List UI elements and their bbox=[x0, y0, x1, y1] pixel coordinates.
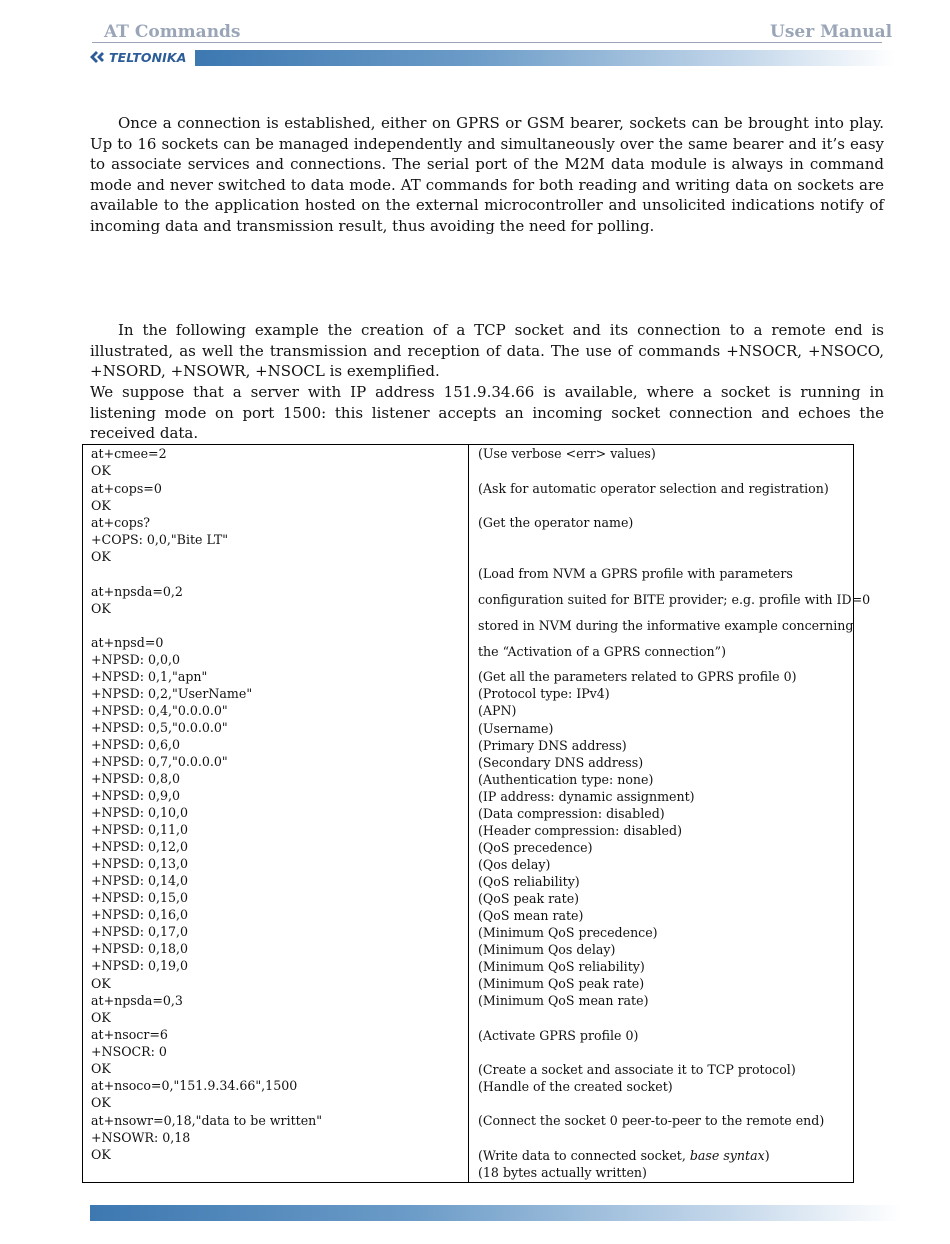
teltonika-logo bbox=[88, 48, 187, 66]
command-line: at+nsocr=6 bbox=[91, 1027, 168, 1042]
comment-line: (APN) bbox=[478, 703, 517, 718]
example-paragraph: In the following example the creation of a TCP socket and its connection to a remote end is illustrated, as well the transmission and reception of data. The use of commands +NSOCR, +NSOCO, +NSORD, +NSOWR, +NSOCL is exemplified. bbox=[90, 321, 884, 381]
command-line: OK bbox=[91, 1061, 111, 1076]
command-line: at+npsda=0,2 bbox=[91, 584, 183, 599]
command-line: +NPSD: 0,19,0 bbox=[91, 958, 189, 973]
comment-line: (QoS mean rate) bbox=[478, 908, 584, 923]
intro-paragraph: Once a connection is established, either on GPRS or GSM bearer, sockets can be brought into play. Up to 16 sockets can be managed independently and simultaneously over the same bearer and it’s easy to associate services and connections. The serial port of the M2M data module is always in command mode and never switched to data mode. AT commands for both reading and writing data on sockets are available to the application hosted on the external microcontroller and unsolicited indications notify of incoming data and transmission result, thus avoiding the need for polling. bbox=[90, 114, 884, 235]
command-line: at+nsoco=0,"151.9.34.66",1500 bbox=[91, 1078, 298, 1093]
command-line: at+nsowr=0,18,"data to be written" bbox=[91, 1113, 323, 1128]
comment-line: (Secondary DNS address) bbox=[478, 755, 644, 770]
comment-line: (Load from NVM a GPRS profile with parameters bbox=[478, 566, 793, 581]
header-rule bbox=[92, 42, 882, 43]
comment-line: (Username) bbox=[478, 721, 554, 736]
command-line: OK bbox=[91, 976, 111, 991]
command-line: +NPSD: 0,11,0 bbox=[91, 822, 189, 837]
command-line: at+npsda=0,3 bbox=[91, 993, 183, 1008]
command-line: +NPSD: 0,14,0 bbox=[91, 873, 189, 888]
command-line: +NPSD: 0,16,0 bbox=[91, 907, 189, 922]
command-line: OK bbox=[91, 601, 111, 616]
comment-line: configuration suited for BITE provider; e.g. profile with ID=0 bbox=[478, 592, 871, 607]
command-line: +NPSD: 0,8,0 bbox=[91, 771, 181, 786]
command-line: +NPSD: 0,13,0 bbox=[91, 856, 189, 871]
footer-gradient-bar bbox=[90, 1205, 902, 1221]
comment-line: (Create a socket and associate it to TCP protocol) bbox=[478, 1062, 796, 1077]
command-line: +NPSD: 0,1,"apn" bbox=[91, 669, 208, 684]
command-line: +NPSD: 0,18,0 bbox=[91, 941, 189, 956]
comment-line: (IP address: dynamic assignment) bbox=[478, 789, 695, 804]
comment-line: (Minimum QoS reliability) bbox=[478, 959, 645, 974]
command-line: OK bbox=[91, 1147, 111, 1162]
command-line: +NPSD: 0,17,0 bbox=[91, 924, 189, 939]
comment-line: the “Activation of a GPRS connection”) bbox=[478, 644, 726, 659]
comment-line: (QoS peak rate) bbox=[478, 891, 580, 906]
comment-line: (18 bytes actually written) bbox=[478, 1165, 647, 1180]
comment-line: (QoS reliability) bbox=[478, 874, 580, 889]
command-line: at+cmee=2 bbox=[91, 446, 167, 461]
command-line: at+cops? bbox=[91, 515, 151, 530]
command-line: +NSOCR: 0 bbox=[91, 1044, 167, 1059]
comment-line: (Activate GPRS profile 0) bbox=[478, 1028, 639, 1043]
command-line: OK bbox=[91, 1010, 111, 1025]
comment-line: (Primary DNS address) bbox=[478, 738, 627, 753]
comment-line: (Protocol type: IPv4) bbox=[478, 686, 610, 701]
command-line: +NPSD: 0,4,"0.0.0.0" bbox=[91, 703, 228, 718]
comment-line: (Get all the parameters related to GPRS profile 0) bbox=[478, 669, 797, 684]
comment-line: (Data compression: disabled) bbox=[478, 806, 665, 821]
logo-text: TELTONIKA bbox=[109, 49, 187, 65]
command-line: OK bbox=[91, 1095, 111, 1110]
header-right-title: User Manual bbox=[770, 22, 893, 42]
command-line: OK bbox=[91, 498, 111, 513]
teltonika-chevron-icon bbox=[88, 49, 108, 65]
command-line: OK bbox=[91, 463, 111, 478]
comment-line: (Header compression: disabled) bbox=[478, 823, 682, 838]
comment-line: (Connect the socket 0 peer-to-peer to the remote end) bbox=[478, 1113, 825, 1128]
command-line: +NPSD: 0,9,0 bbox=[91, 788, 181, 803]
comment-line: (Authentication type: none) bbox=[478, 772, 654, 787]
comment-line: (Ask for automatic operator selection and registration) bbox=[478, 481, 829, 496]
comment-line: (Handle of the created socket) bbox=[478, 1079, 673, 1094]
comment-italic-text: base syntax bbox=[689, 1148, 765, 1163]
comment-line bbox=[478, 1148, 770, 1163]
command-line: +NPSD: 0,0,0 bbox=[91, 652, 181, 667]
table-column-divider bbox=[468, 445, 469, 1182]
comment-text: ) bbox=[764, 1148, 770, 1163]
command-line: +COPS: 0,0,"Bite LT" bbox=[91, 532, 229, 547]
command-line: +NSOWR: 0,18 bbox=[91, 1130, 191, 1145]
server-paragraph: We suppose that a server with IP address 151.9.34.66 is available, where a socket is running in listening mode on port 1500: this listener accepts an incoming socket connection and echoes the received data. bbox=[90, 383, 884, 443]
command-line: OK bbox=[91, 549, 111, 564]
command-line: +NPSD: 0,15,0 bbox=[91, 890, 189, 905]
command-line: +NPSD: 0,6,0 bbox=[91, 737, 181, 752]
command-line: +NPSD: 0,10,0 bbox=[91, 805, 189, 820]
command-table bbox=[82, 444, 871, 1183]
comment-text: (Write data to connected socket, bbox=[478, 1148, 690, 1163]
comment-line: (Qos delay) bbox=[478, 857, 551, 872]
command-line: +NPSD: 0,2,"UserName" bbox=[91, 686, 253, 701]
comment-line: (Get the operator name) bbox=[478, 515, 634, 530]
comment-line: (QoS precedence) bbox=[478, 840, 593, 855]
comment-line: (Minimum Qos delay) bbox=[478, 942, 616, 957]
comment-line: (Minimum QoS peak rate) bbox=[478, 976, 645, 991]
command-line: +NPSD: 0,5,"0.0.0.0" bbox=[91, 720, 228, 735]
command-line: +NPSD: 0,7,"0.0.0.0" bbox=[91, 754, 228, 769]
comment-line: stored in NVM during the informative example concerning bbox=[478, 618, 854, 633]
header-gradient-bar bbox=[195, 50, 895, 66]
comment-line: (Minimum QoS precedence) bbox=[478, 925, 658, 940]
comment-line: (Minimum QoS mean rate) bbox=[478, 993, 649, 1008]
command-line: at+npsd=0 bbox=[91, 635, 164, 650]
command-line: +NPSD: 0,12,0 bbox=[91, 839, 189, 854]
command-line: at+cops=0 bbox=[91, 481, 162, 496]
comment-line: (Use verbose <err> values) bbox=[478, 446, 656, 461]
header-left-title: AT Commands bbox=[104, 22, 241, 42]
